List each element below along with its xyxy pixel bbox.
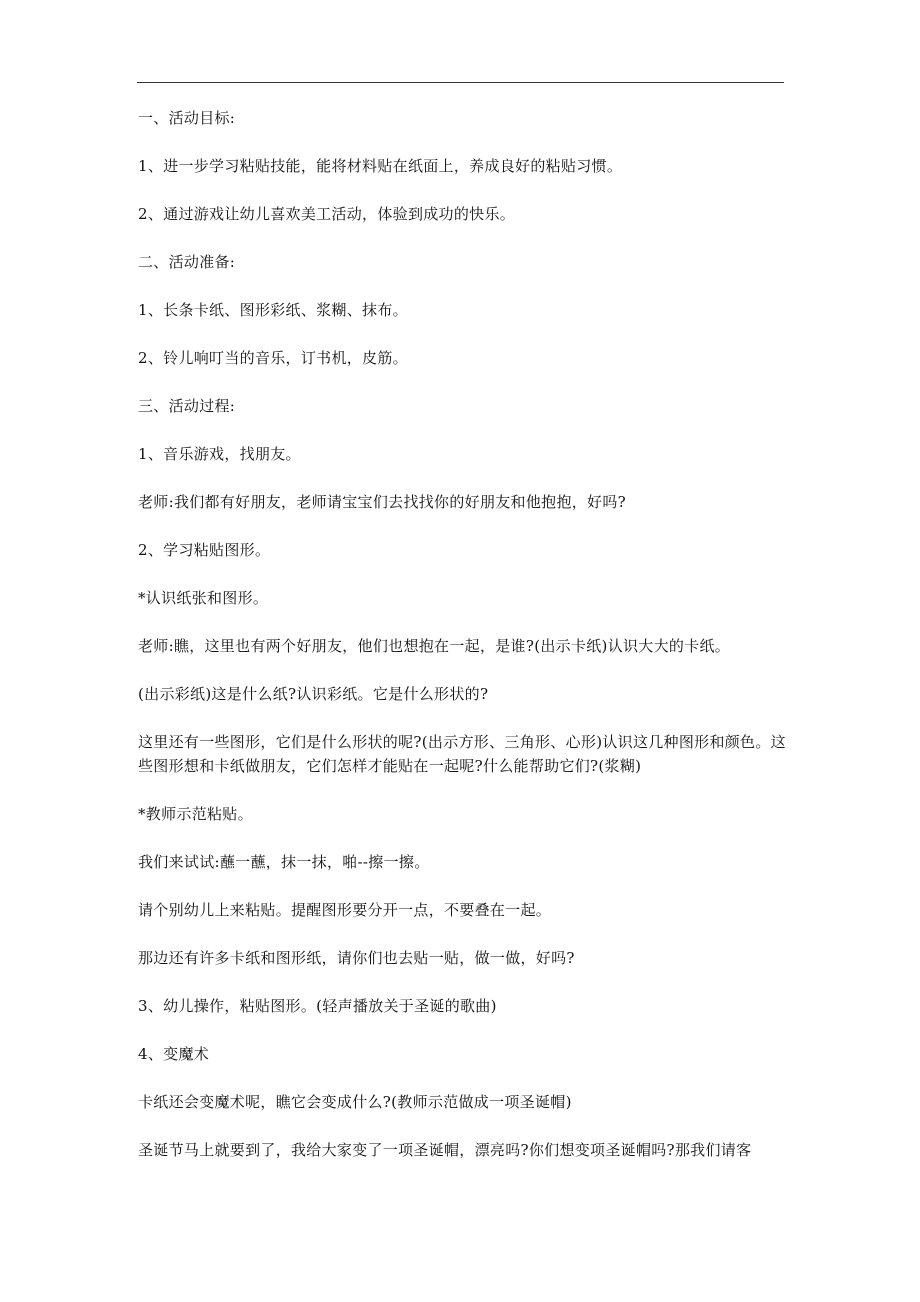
paragraph: *认识纸张和图形。 <box>138 589 269 607</box>
section-heading-goals: 一、活动目标: <box>138 109 236 127</box>
paragraph: 3、幼儿操作，粘贴图形。(轻声播放关于圣诞的歌曲) <box>138 997 497 1015</box>
paragraph: 1、音乐游戏，找朋友。 <box>138 445 301 463</box>
paragraph: 老师:瞧，这里也有两个好朋友，他们也想抱在一起，是谁?(出示卡纸)认识大大的卡纸。 <box>138 637 731 655</box>
paragraph: 4、变魔术 <box>138 1045 210 1063</box>
paragraph: 老师:我们都有好朋友，老师请宝宝们去找找你的好朋友和他抱抱，好吗? <box>138 493 626 511</box>
paragraph: 1、进一步学习粘贴技能，能将材料贴在纸面上，养成良好的粘贴习惯。 <box>138 157 623 175</box>
paragraph: 我们来试试:蘸一蘸，抹一抹，啪--擦一擦。 <box>138 853 430 871</box>
paragraph: 圣诞节马上就要到了，我给大家变了一项圣诞帽，漂亮吗?你们想变项圣诞帽吗?那我们请客 <box>138 1141 752 1159</box>
paragraph: 2、通过游戏让幼儿喜欢美工活动，体验到成功的快乐。 <box>138 205 516 223</box>
paragraph: 那边还有许多卡纸和图形纸，请你们也去贴一贴，做一做，好吗? <box>138 949 575 967</box>
paragraph: *教师示范粘贴。 <box>138 805 253 823</box>
paragraph: 请个别幼儿上来粘贴。提醒图形要分开一点，不要叠在一起。 <box>138 901 552 919</box>
document-body <box>138 106 786 1186</box>
paragraph: 1、长条卡纸、图形彩纸、浆糊、抹布。 <box>138 301 408 319</box>
section-heading-process: 三、活动过程: <box>138 397 236 415</box>
paragraph: 2、学习粘贴图形。 <box>138 541 271 559</box>
section-heading-preparation: 二、活动准备: <box>138 253 236 271</box>
header-rule <box>137 82 784 83</box>
paragraph: (出示彩纸)这是什么纸?认识彩纸。它是什么形状的? <box>138 685 489 703</box>
paragraph: 卡纸还会变魔术呢，瞧它会变成什么?(教师示范做成一项圣诞帽) <box>138 1093 572 1111</box>
paragraph: 2、铃儿响叮当的音乐，订书机，皮筋。 <box>138 349 408 367</box>
paragraph: 这里还有一些图形，它们是什么形状的呢?(出示方形、三角形、心形)认识这几种图形和颜色。这些图形想和卡纸做朋友，它们怎样才能贴在一起呢?什么能帮助它们?(浆糊) <box>138 733 786 775</box>
